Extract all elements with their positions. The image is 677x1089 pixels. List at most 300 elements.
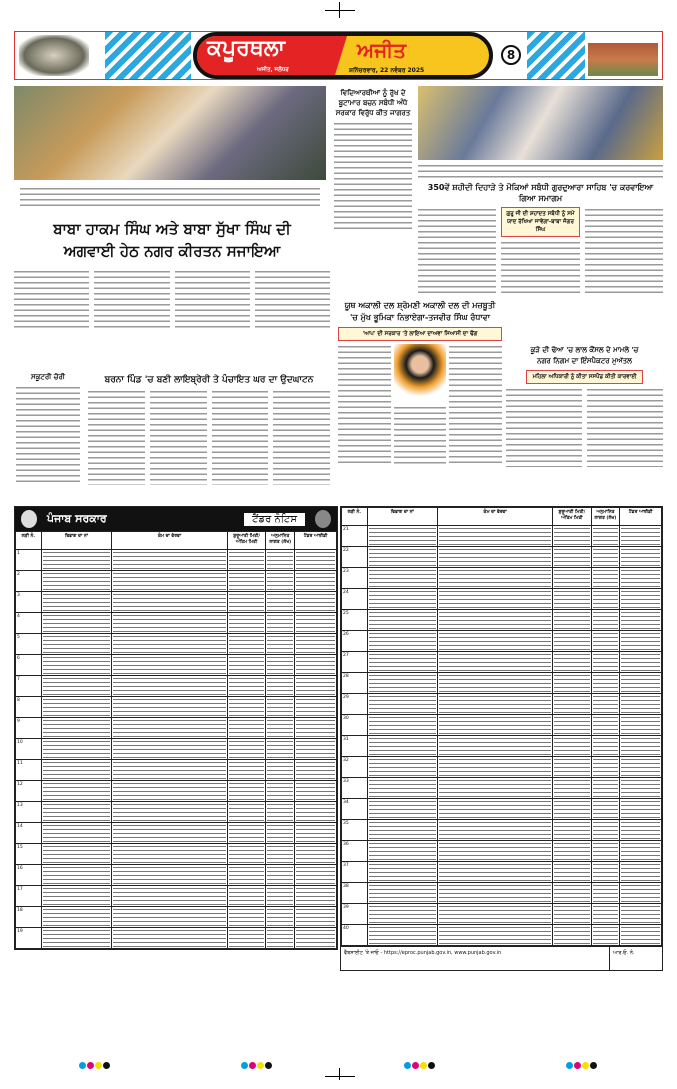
- cell-text-lines: [439, 884, 551, 902]
- table-cell: [620, 568, 662, 589]
- story-column: [273, 389, 330, 485]
- cell-text-lines: [369, 611, 436, 629]
- cell-text-lines: [296, 572, 335, 590]
- table-row: [16, 676, 337, 697]
- table-cell: [41, 928, 112, 949]
- main-story-columns: [14, 269, 330, 329]
- table-row: [16, 844, 337, 865]
- table-cell: [437, 547, 552, 568]
- ro-number: ਆਰ.ਓ. ਨੰ.: [613, 950, 635, 956]
- row-number: 15: [16, 844, 42, 865]
- table-cell: [41, 571, 112, 592]
- headline-line1: ਕੂੜੇ ਦੀ ਢੋਆ 'ਚ ਲਾਲ ਕੌਂਸਲ ਦੇ ਮਾਮਲੇ 'ਚ: [530, 346, 639, 354]
- table-cell: [227, 823, 266, 844]
- cell-text-lines: [113, 719, 226, 737]
- cell-text-lines: [554, 590, 589, 608]
- table-cell: [41, 781, 112, 802]
- tender-left: [14, 506, 338, 950]
- table-cell: [266, 676, 295, 697]
- table-cell: [437, 526, 552, 547]
- row-number: 38: [342, 883, 368, 904]
- cell-text-lines: [621, 716, 660, 734]
- cell-text-lines: [593, 863, 619, 881]
- table-cell: [553, 568, 591, 589]
- table-cell: [591, 799, 620, 820]
- table-row: [16, 823, 337, 844]
- table-cell: [295, 676, 337, 697]
- row-number: 18: [16, 907, 42, 928]
- table-cell: [620, 652, 662, 673]
- table-cell: [437, 820, 552, 841]
- cell-text-lines: [439, 800, 551, 818]
- column-header: ਟੈਂਡਰ ਆਈਡੀ: [620, 508, 662, 526]
- table-cell: [266, 634, 295, 655]
- table-cell: [591, 631, 620, 652]
- table-row: [16, 613, 337, 634]
- color-swatch: [241, 1054, 273, 1073]
- table-cell: [367, 589, 437, 610]
- cell-text-lines: [296, 635, 335, 653]
- cell-text-lines: [296, 803, 335, 821]
- cell-text-lines: [113, 929, 226, 947]
- table-row: [342, 883, 662, 904]
- table-cell: [41, 634, 112, 655]
- cell-text-lines: [296, 656, 335, 674]
- cell-text-lines: [621, 737, 660, 755]
- table-cell: [295, 886, 337, 907]
- table-cell: [620, 736, 662, 757]
- headline-line2: 'ਚ ਮੁੱਖ ਭੂਮਿਕਾ ਨਿਭਾਏਗਾ-ਤਜਵੀਰ ਸਿੰਘ ਰੰਧਾਵਾ: [349, 313, 490, 322]
- table-row: [16, 865, 337, 886]
- cell-text-lines: [296, 761, 335, 779]
- table-cell: [295, 634, 337, 655]
- row-number: 3: [16, 592, 42, 613]
- cell-text-lines: [369, 863, 436, 881]
- cell-text-lines: [267, 908, 293, 926]
- table-cell: [266, 865, 295, 886]
- table-cell: [41, 550, 112, 571]
- pattern-decoration: [527, 32, 585, 79]
- cell-text-lines: [593, 611, 619, 629]
- cell-text-lines: [439, 905, 551, 923]
- table-cell: [437, 652, 552, 673]
- table-cell: [112, 802, 228, 823]
- table-cell: [295, 697, 337, 718]
- fingerprint-icon: [315, 510, 331, 528]
- table-cell: [620, 526, 662, 547]
- table-cell: [266, 550, 295, 571]
- cell-text-lines: [621, 842, 660, 860]
- tender-banner: [15, 507, 337, 531]
- row-number: 28: [342, 673, 368, 694]
- table-cell: [227, 844, 266, 865]
- table-cell: [553, 904, 591, 925]
- table-cell: [227, 760, 266, 781]
- row-number: 21: [342, 526, 368, 547]
- table-cell: [620, 694, 662, 715]
- cell-text-lines: [267, 551, 293, 569]
- table-cell: [620, 904, 662, 925]
- cell-text-lines: [554, 758, 589, 776]
- table-cell: [112, 739, 228, 760]
- inspector-columns: [506, 387, 663, 467]
- table-cell: [112, 823, 228, 844]
- story-column: [418, 207, 496, 297]
- row-number: 40: [342, 925, 368, 946]
- cell-text-lines: [113, 908, 226, 926]
- table-row: [342, 820, 662, 841]
- table-cell: [367, 715, 437, 736]
- row-number: 8: [16, 697, 42, 718]
- top-middle-story: [334, 88, 412, 231]
- row-number: 7: [16, 676, 42, 697]
- table-cell: [41, 802, 112, 823]
- table-cell: [591, 841, 620, 862]
- barna-columns: [88, 389, 330, 485]
- cell-text-lines: [43, 761, 111, 779]
- table-cell: [227, 655, 266, 676]
- table-cell: [437, 631, 552, 652]
- table-cell: [112, 613, 228, 634]
- cell-text-lines: [593, 800, 619, 818]
- cell-text-lines: [621, 884, 660, 902]
- cell-text-lines: [296, 614, 335, 632]
- cell-text-lines: [113, 866, 226, 884]
- cell-text-lines: [369, 779, 436, 797]
- table-cell: [112, 760, 228, 781]
- masthead-location: ਅਜੀਤ, ਜਲੰਧਰ: [257, 67, 289, 73]
- table-cell: [227, 571, 266, 592]
- table-cell: [367, 736, 437, 757]
- table-row: [342, 841, 662, 862]
- table-cell: [591, 547, 620, 568]
- table-cell: [367, 610, 437, 631]
- cell-text-lines: [593, 737, 619, 755]
- column-header: ਕੰਮ ਦਾ ਵੇਰਵਾ: [437, 508, 552, 526]
- table-cell: [295, 865, 337, 886]
- table-cell: [437, 925, 552, 946]
- table-cell: [266, 571, 295, 592]
- cell-text-lines: [267, 782, 293, 800]
- table-cell: [227, 802, 266, 823]
- table-cell: [41, 676, 112, 697]
- story-column: [212, 389, 269, 485]
- table-row: [342, 547, 662, 568]
- table-cell: [591, 778, 620, 799]
- cell-text-lines: [369, 905, 436, 923]
- table-cell: [553, 778, 591, 799]
- row-number: 34: [342, 799, 368, 820]
- cell-text-lines: [229, 698, 265, 716]
- cell-text-lines: [229, 782, 265, 800]
- cell-text-lines: [593, 779, 619, 797]
- cell-text-lines: [267, 929, 293, 947]
- cell-text-lines: [43, 635, 111, 653]
- cell-text-lines: [439, 842, 551, 860]
- column-header: ਵਿਭਾਗ ਦਾ ਨਾਂ: [367, 508, 437, 526]
- cell-text-lines: [554, 800, 589, 818]
- table-cell: [266, 928, 295, 949]
- cell-text-lines: [554, 653, 589, 671]
- table-cell: [266, 886, 295, 907]
- table-cell: [295, 739, 337, 760]
- column-header: ਲੜੀ ਨੰ.: [342, 508, 368, 526]
- cell-text-lines: [369, 653, 436, 671]
- table-row: [342, 925, 662, 946]
- table-row: [16, 802, 337, 823]
- cell-text-lines: [229, 845, 265, 863]
- cell-text-lines: [267, 824, 293, 842]
- cell-text-lines: [439, 653, 551, 671]
- table-cell: [112, 781, 228, 802]
- table-cell: [266, 739, 295, 760]
- cell-text-lines: [113, 782, 226, 800]
- cell-text-lines: [439, 632, 551, 650]
- scooter-story: [16, 372, 80, 485]
- page-number: 8: [501, 45, 521, 65]
- row-number: 32: [342, 757, 368, 778]
- table-cell: [41, 718, 112, 739]
- cell-text-lines: [554, 695, 589, 713]
- cell-text-lines: [229, 740, 265, 758]
- story-column: [175, 269, 250, 329]
- row-number: 30: [342, 715, 368, 736]
- govt-name: ਪੰਜਾਬ ਸਰਕਾਰ: [47, 512, 107, 525]
- cell-text-lines: [296, 740, 335, 758]
- masthead-date: ਸ਼ਨਿੱਚਰਵਾਰ, 22 ਨਵੰਬਰ 2025: [349, 67, 425, 74]
- table-cell: [591, 925, 620, 946]
- cell-text-lines: [43, 866, 111, 884]
- cell-text-lines: [369, 926, 436, 944]
- column-header: ਲੜੀ ਨੰ.: [16, 532, 42, 550]
- cell-text-lines: [554, 842, 589, 860]
- table-cell: [620, 631, 662, 652]
- portrait-photo: [394, 344, 447, 402]
- cell-text-lines: [593, 758, 619, 776]
- table-cell: [227, 676, 266, 697]
- cell-text-lines: [369, 590, 436, 608]
- cell-text-lines: [593, 926, 619, 944]
- story-column: [16, 385, 80, 485]
- column-header: ਅਨੁਮਾਨਿਤ ਲਾਗਤ (ਲੱਖ): [591, 508, 620, 526]
- table-cell: [295, 592, 337, 613]
- cell-text-lines: [43, 614, 111, 632]
- inspector-headline: [506, 345, 663, 367]
- cell-text-lines: [267, 572, 293, 590]
- table-cell: [591, 820, 620, 841]
- table-cell: [591, 757, 620, 778]
- table-cell: [227, 550, 266, 571]
- table-row: [342, 526, 662, 547]
- table-row: [342, 610, 662, 631]
- story-column: [506, 387, 582, 467]
- cell-text-lines: [267, 593, 293, 611]
- table-cell: [553, 883, 591, 904]
- cell-text-lines: [439, 674, 551, 692]
- table-cell: [41, 613, 112, 634]
- cell-text-lines: [439, 716, 551, 734]
- cell-text-lines: [113, 803, 226, 821]
- table-cell: [620, 673, 662, 694]
- cell-text-lines: [554, 527, 589, 545]
- column-header: ਸ਼ੁਰੂਆਤੀ ਮਿਤੀ/ ਅੰਤਿਮ ਮਿਤੀ: [553, 508, 591, 526]
- story-column: [449, 344, 502, 464]
- gurdwara-headline: 350ਵੇਂ ਸ਼ਹੀਦੀ ਦਿਹਾੜੇ ਤੇ ਮੌਕਿਆਂ ਸਬੰਧੀ ਗੁਰਦੁਆਰਾ ਸਾਹਿਬ 'ਚ ਕਰਵਾਇਆ ਗਿਆ ਸਮਾਗਮ: [427, 183, 654, 203]
- scooter-headline: ਸਕੂਟਰੀ ਚੋਰੀ: [31, 373, 65, 381]
- table-cell: [367, 631, 437, 652]
- cell-text-lines: [593, 842, 619, 860]
- row-number: 33: [342, 778, 368, 799]
- cell-text-lines: [43, 845, 111, 863]
- table-cell: [112, 634, 228, 655]
- crop-mark: [339, 1068, 340, 1080]
- cell-text-lines: [439, 779, 551, 797]
- table-cell: [437, 694, 552, 715]
- table-cell: [227, 886, 266, 907]
- table-cell: [227, 718, 266, 739]
- table-cell: [367, 925, 437, 946]
- table-cell: [112, 655, 228, 676]
- cell-text-lines: [369, 758, 436, 776]
- table-cell: [41, 844, 112, 865]
- color-registration-bar: [14, 1058, 663, 1068]
- table-cell: [367, 526, 437, 547]
- cell-text-lines: [267, 635, 293, 653]
- gurdwara-photo: [19, 35, 89, 76]
- table-cell: [437, 568, 552, 589]
- table-row: [342, 631, 662, 652]
- table-cell: [620, 547, 662, 568]
- cell-text-lines: [621, 590, 660, 608]
- cell-text-lines: [439, 863, 551, 881]
- cell-text-lines: [113, 761, 226, 779]
- table-cell: [437, 778, 552, 799]
- main-headline: [14, 218, 330, 262]
- story-column: [394, 405, 447, 464]
- cell-text-lines: [113, 656, 226, 674]
- right-columns: [418, 207, 663, 297]
- table-cell: [41, 592, 112, 613]
- row-number: 9: [16, 718, 42, 739]
- row-number: 5: [16, 634, 42, 655]
- cell-text-lines: [369, 821, 436, 839]
- youth-akali-subhead-box: 'ਆਪ' ਦੀ ਸਰਕਾਰ 'ਤੇ ਲਾਇਆ ਦਾਅਵਾ ਸਿਆਸੀ ਦਾ ਢੌਂਗ: [338, 327, 502, 341]
- cell-text-lines: [439, 926, 551, 944]
- table-cell: [295, 571, 337, 592]
- cell-text-lines: [43, 782, 111, 800]
- cell-text-lines: [554, 674, 589, 692]
- table-cell: [437, 673, 552, 694]
- cell-text-lines: [439, 695, 551, 713]
- cell-text-lines: [229, 614, 265, 632]
- table-cell: [437, 883, 552, 904]
- row-number: 23: [342, 568, 368, 589]
- cell-text-lines: [229, 572, 265, 590]
- table-cell: [591, 526, 620, 547]
- cell-text-lines: [554, 884, 589, 902]
- cell-text-lines: [267, 845, 293, 863]
- cell-text-lines: [113, 572, 226, 590]
- row-number: 4: [16, 613, 42, 634]
- gurdwara-event-photo: [418, 86, 663, 160]
- table-cell: [553, 820, 591, 841]
- tender-table-left: [15, 531, 337, 949]
- table-cell: [437, 736, 552, 757]
- table-cell: [553, 547, 591, 568]
- cell-text-lines: [113, 677, 226, 695]
- cell-text-lines: [593, 653, 619, 671]
- table-cell: [367, 568, 437, 589]
- table-cell: [295, 613, 337, 634]
- cell-text-lines: [267, 677, 293, 695]
- cell-text-lines: [229, 635, 265, 653]
- table-cell: [620, 862, 662, 883]
- story-column: [334, 121, 412, 231]
- cell-text-lines: [113, 551, 226, 569]
- cell-text-lines: [439, 548, 551, 566]
- cell-text-lines: [554, 863, 589, 881]
- cell-text-lines: [229, 677, 265, 695]
- cell-text-lines: [43, 698, 111, 716]
- story-column: [585, 207, 663, 297]
- table-cell: [367, 799, 437, 820]
- cell-text-lines: [113, 845, 226, 863]
- youth-akali-columns: [338, 344, 502, 464]
- cell-text-lines: [369, 527, 436, 545]
- table-row: [342, 715, 662, 736]
- cell-text-lines: [229, 761, 265, 779]
- cell-text-lines: [267, 803, 293, 821]
- table-cell: [41, 886, 112, 907]
- table-row: [16, 550, 337, 571]
- table-cell: [437, 799, 552, 820]
- cell-text-lines: [296, 677, 335, 695]
- cell-text-lines: [554, 779, 589, 797]
- cell-text-lines: [229, 887, 265, 905]
- cell-text-lines: [43, 572, 111, 590]
- tender-title: ਟੈਂਡਰ ਨੋਟਿਸ: [244, 513, 305, 526]
- table-cell: [553, 526, 591, 547]
- table-cell: [620, 925, 662, 946]
- cell-text-lines: [369, 548, 436, 566]
- cell-text-lines: [296, 908, 335, 926]
- cell-text-lines: [593, 905, 619, 923]
- cell-text-lines: [621, 527, 660, 545]
- table-cell: [553, 715, 591, 736]
- table-cell: [367, 547, 437, 568]
- cell-text-lines: [593, 590, 619, 608]
- main-headline-line2: ਅਗਵਾਈ ਹੇਠ ਨਗਰ ਕੀਰਤਨ ਸਜਾਇਆ: [63, 242, 281, 260]
- table-cell: [112, 928, 228, 949]
- cell-text-lines: [439, 527, 551, 545]
- table-row: [342, 757, 662, 778]
- table-cell: [591, 568, 620, 589]
- row-number: 1: [16, 550, 42, 571]
- table-cell: [620, 610, 662, 631]
- table-cell: [591, 715, 620, 736]
- table-cell: [591, 589, 620, 610]
- barna-headline: ਬਰਨਾ ਪਿੰਡ 'ਚ ਬਣੀ ਲਾਇਬ੍ਰੇਰੀ ਤੇ ਪੰਚਾਇਤ ਘਰ ਦਾ ਉਦਘਾਟਨ: [104, 375, 314, 385]
- cell-text-lines: [43, 929, 111, 947]
- row-number: 19: [16, 928, 42, 949]
- table-cell: [437, 610, 552, 631]
- table-cell: [437, 862, 552, 883]
- story-column: [501, 240, 579, 297]
- heritage-building-photo: [588, 35, 658, 76]
- table-cell: [295, 781, 337, 802]
- title-pill: [193, 32, 493, 79]
- table-cell: [227, 592, 266, 613]
